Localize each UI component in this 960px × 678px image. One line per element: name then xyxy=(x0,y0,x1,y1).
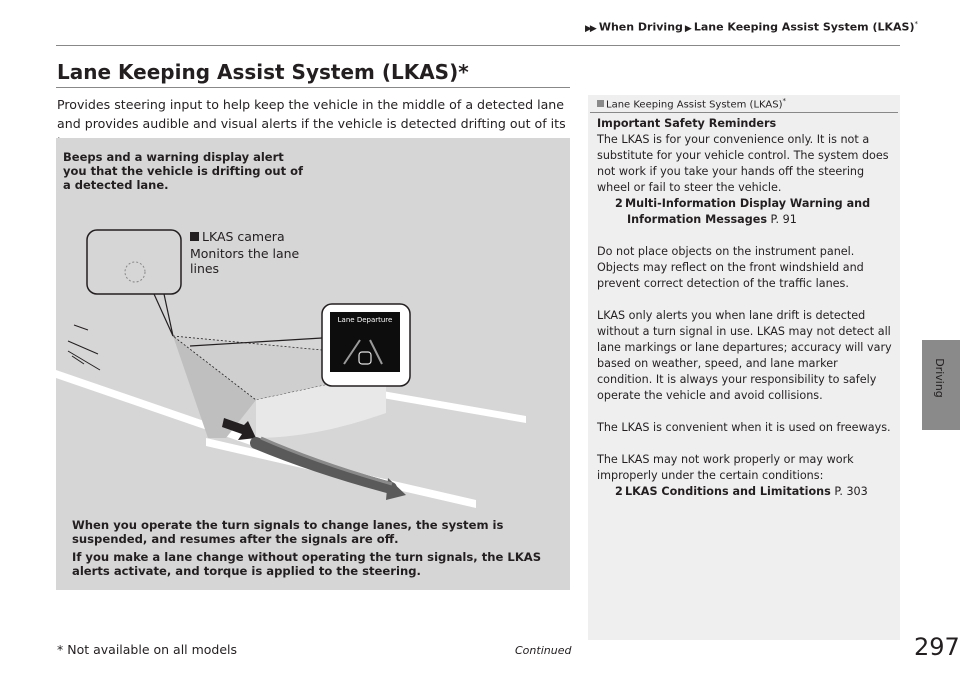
notes-paragraph: LKAS only alerts you when lane drift is detected without a turn signal in use. LKAS may not detect all lane markings or lane departures; accuracy will vary based on weather, speed, and lane marker condition. It is always your responsibility to safely operate the vehicle and avoid collisions. xyxy=(597,309,892,402)
title-rule xyxy=(56,87,570,88)
breadcrumb-mark: * xyxy=(914,20,918,28)
camera-label-text: LKAS camera xyxy=(202,229,285,244)
notes-marker-icon xyxy=(597,100,604,107)
reminders-title: Important Safety Reminders xyxy=(597,117,777,130)
reminders-text: The LKAS is for your convenience only. It is not a substitute for your vehicle control. The system does not work if you take your hands off the steering wheel or fail to steer the vehicle. xyxy=(597,133,889,194)
reference-page: P. 91 xyxy=(770,213,797,226)
reference-page: P. 303 xyxy=(834,485,868,498)
camera-label xyxy=(190,229,285,244)
footnote: * Not available on all models xyxy=(57,642,238,657)
notes-body xyxy=(597,116,893,516)
notes-heading-text: Lane Keeping Assist System (LKAS) xyxy=(606,99,783,111)
lane-change-caption: If you make a lane change without operating the turn signals, the LKAS alerts activate, and torque is applied to the steering. xyxy=(72,550,542,578)
display-car-icon xyxy=(359,352,371,364)
display-lane-line xyxy=(370,340,382,364)
breadcrumb-item: When Driving xyxy=(598,20,683,34)
continued-label: Continued xyxy=(515,644,572,657)
display-lane-line xyxy=(344,340,360,364)
camera-pointer xyxy=(154,294,173,336)
lane-departure-graphic xyxy=(330,326,400,372)
page-title-text: Lane Keeping Assist System (LKAS) xyxy=(57,60,459,84)
page-title xyxy=(57,60,469,84)
notes-heading-mark: * xyxy=(782,97,786,105)
motion-streak xyxy=(74,325,88,330)
reference-link[interactable]: LKAS Conditions and Limitations xyxy=(625,485,831,498)
breadcrumb xyxy=(585,20,918,34)
motion-streak xyxy=(68,351,100,370)
cross-reference[interactable] xyxy=(609,484,893,500)
motion-streak xyxy=(68,341,98,354)
reference-arrow-icon: 2 xyxy=(615,485,623,498)
page-number: 297 xyxy=(914,633,960,661)
label-square-icon xyxy=(190,232,199,241)
breadcrumb-arrow-icon: ▶▶ xyxy=(585,23,595,34)
cross-reference[interactable] xyxy=(609,196,893,228)
steering-torque-arrow xyxy=(256,443,391,488)
notes-reminders xyxy=(597,116,893,228)
warning-caption: Beeps and a warning display alert you that the vehicle is drifting out of a detected lane. xyxy=(63,150,304,192)
header-rule xyxy=(56,45,900,46)
reference-link[interactable]: Multi-Information Display Warning and Information Messages xyxy=(625,197,871,226)
page-title-mark: * xyxy=(458,60,469,84)
reference-arrow-icon: 2 xyxy=(615,197,623,210)
breadcrumb-arrow-icon: ▶ xyxy=(684,23,692,34)
notes-heading xyxy=(597,97,786,110)
section-tab-label: Driving xyxy=(933,358,947,398)
turn-signal-caption: When you operate the turn signals to change lanes, the system is suspended, and resumes after the signals are off. xyxy=(72,518,504,546)
notes-conditions xyxy=(597,452,893,500)
notes-paragraph: Do not place objects on the instrument panel. Objects may reflect on the front windshield and prevent correct detection of the traffic lanes. xyxy=(597,245,864,290)
intro-paragraph: Provides steering input to help keep the vehicle in the middle of a detected lane and provides audible and visual alerts if the vehicle is detected drifting out of its xyxy=(57,97,566,131)
notes-paragraph: The LKAS may not work properly or may work improperly under the certain conditions: xyxy=(597,453,854,482)
notes-heading-rule xyxy=(590,112,898,113)
lane-departure-display-text: Lane Departure xyxy=(337,316,393,324)
notes-paragraph: The LKAS is convenient when it is used on freeways. xyxy=(597,421,891,434)
camera-description: Monitors the lane lines xyxy=(190,246,300,276)
breadcrumb-item: Lane Keeping Assist System (LKAS) xyxy=(693,20,915,34)
camera-pointer xyxy=(164,294,173,336)
